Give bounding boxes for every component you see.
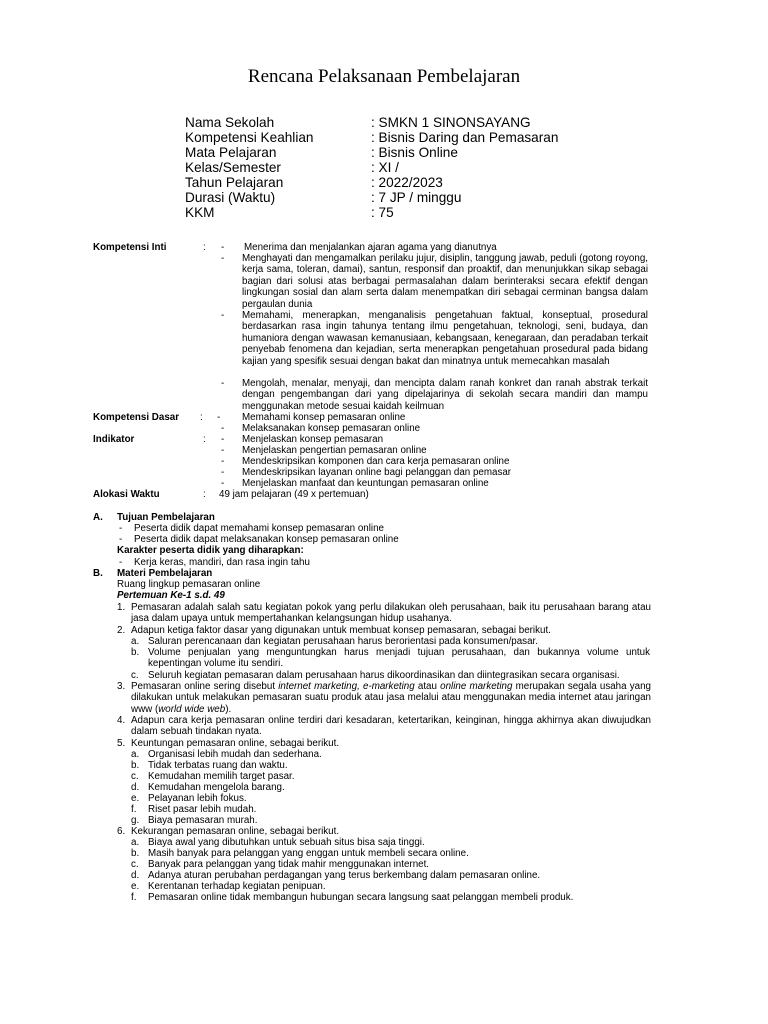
sub-item: Biaya pemasaran murah.: [148, 815, 258, 826]
indikator-item: Menjelaskan manfaat dan keuntungan pemasaran online: [242, 478, 489, 489]
sub-item: Adanya aturan perubahan perdagangan yang terus berkembang dalam pemasaran online.: [148, 870, 541, 881]
p3-italic: world wide web: [158, 703, 226, 715]
ki-item: Menerima dan menjalankan ajaran agama yang dianutnya: [244, 242, 497, 253]
item-letter: a.: [131, 749, 140, 760]
info-key: Mata Pelajaran: [185, 145, 277, 160]
ki-item: Memahami, menerapkan, menganalisis pengetahuan faktual, konseptual, prosedural berdasarkan rasa ingin tahunya tentang ilmu pengetahuan, teknologi, seni, budaya, dan humaniora dengan wawasan kemanusiaan, kebangsaan, kenegaraan, dan peradaban terkait penyebab fenomena dan kejadian, serta menerapkan pengetahuan prosedural pada bidang kajian yang spesifik sesuai dengan bakat dan minatnya untuk memecahkan masalah: [242, 310, 648, 367]
bullet-dash: -: [221, 242, 225, 253]
item-letter: c.: [131, 771, 139, 782]
school-info-table: [185, 115, 558, 220]
document-title: Rencana Pelaksanaan Pembelajaran: [247, 66, 521, 87]
sub-item: Biaya awal yang dibutuhkan untuk sebuah situs bisa saja tinggi.: [148, 837, 425, 848]
ki-item: Mengolah, menalar, menyaji, dan mencipta dalam ranah konkret dan ranah abstrak terkait dengan pengembangan dari yang dipelajarinya di sekolah secara mandiri dan mampu menggunakan metode sesuai kaidah keilmuan: [242, 378, 648, 412]
ki-item: Menghayati dan mengamalkan perilaku jujur, disiplin, tanggung jawab, peduli (gotong royong, kerja sama, toleran, damai), santun, responsif dan proaktif, dan menunjukkan sikap sebagai bagian dari solusi atas berbagai permasalahan dalam berinteraksi secara efektif dengan lingkungan sosial dan alam serta dalam menempatkan diri sebagai cerminan bangsa dalam pergaulan dunia: [242, 253, 648, 310]
p3-text: ).: [225, 703, 232, 715]
sub-item: Kemudahan mengelola barang.: [148, 782, 285, 793]
kompetensi-dasar-label: Kompetensi Dasar: [93, 412, 180, 423]
item-number: 1.: [117, 602, 126, 613]
indikator-item: Menjelaskan pengertian pemasaran online: [242, 445, 427, 456]
indikator-item: Mendeskripsikan komponen dan cara kerja pemasaran online: [242, 456, 510, 467]
item-letter: a.: [131, 837, 140, 848]
bullet-dash: -: [221, 423, 225, 434]
section-b-title: Materi Pembelajaran: [117, 568, 213, 579]
info-key: Tahun Pelajaran: [185, 175, 284, 190]
item-letter: g.: [131, 815, 140, 826]
info-row: [185, 130, 558, 145]
sub-item: Tidak terbatas ruang dan waktu.: [148, 760, 288, 771]
meeting-label: Pertemuan Ke-1 s.d. 49: [117, 590, 225, 601]
item-number: 2.: [117, 625, 126, 636]
info-key: Kompetensi Keahlian: [185, 130, 314, 145]
alokasi-waktu-label: Alokasi Waktu: [93, 489, 160, 500]
item-letter: c.: [131, 670, 139, 681]
p3-text: Pemasaran online sering disebut: [131, 681, 279, 692]
bullet-dash: -: [221, 253, 225, 264]
sub-item: Seluruh kegiatan pemasaran dalam perusahaan harus dikoordinasikan dan diintegrasikan secara organisasi.: [148, 670, 620, 681]
sub-item: Pelayanan lebih fokus.: [148, 793, 247, 804]
info-value: : 7 JP / minggu: [371, 190, 462, 205]
p3-italic: online marketing: [440, 681, 513, 692]
info-row: [185, 145, 558, 160]
item-letter: d.: [131, 870, 140, 881]
tujuan-item: Peserta didik dapat melaksanakan konsep pemasaran online: [134, 534, 399, 545]
p3-text: merupakan segala usaha yang dilakukan untuk melakukan pemasaran suatu produk atau jasa melalui atau menggunakan media internet atau jaringan www (: [131, 681, 651, 715]
info-value: : Bisnis Online: [371, 145, 458, 160]
indikator-label: Indikator: [93, 434, 135, 445]
tujuan-item: Peserta didik dapat memahami konsep pemasaran online: [134, 523, 384, 534]
item-number: 4.: [117, 715, 126, 726]
info-row: [185, 190, 558, 205]
kd-item: Memahami konsep pemasaran online: [242, 412, 406, 423]
sub-item: Kerentanan terhadap kegiatan penipuan.: [148, 881, 326, 892]
info-key: Durasi (Waktu): [185, 190, 276, 205]
section-a-letter: A.: [93, 512, 103, 523]
sub-item: Banyak para pelanggan yang tidak mahir menggunakan internet.: [148, 859, 430, 870]
item-letter: b.: [131, 848, 140, 859]
bullet-dash: -: [221, 456, 225, 467]
info-key: KKM: [185, 205, 215, 220]
section-a-title: Tujuan Pembelajaran: [117, 512, 215, 523]
karakter-item: Kerja keras, mandiri, dan rasa ingin tahu: [134, 557, 310, 568]
item-letter: f.: [131, 804, 137, 815]
karakter-title: Karakter peserta didik yang diharapkan:: [117, 545, 304, 556]
item-letter: b.: [131, 647, 140, 658]
info-row: [185, 175, 558, 190]
indikator-item: Menjelaskan konsep pemasaran: [242, 434, 384, 445]
kd-item: Melaksanakan konsep pemasaran online: [242, 423, 421, 434]
section-b-subtitle: Ruang lingkup pemasaran online: [117, 579, 261, 590]
info-value: : SMKN 1 SINONSAYANG: [371, 115, 531, 130]
sub-item: Pemasaran online tidak membangun hubungan secara langsung saat pelanggan membeli produk.: [148, 892, 574, 903]
info-value: : 2022/2023: [371, 175, 443, 190]
info-key: Nama Sekolah: [185, 115, 275, 130]
separator: :: [203, 242, 206, 253]
item-letter: e.: [131, 793, 140, 804]
materi-paragraph: Keuntungan pemasaran online, sebagai berikut.: [131, 738, 340, 749]
sub-item: Organisasi lebih mudah dan sederhana.: [148, 749, 322, 760]
separator: :: [200, 412, 203, 423]
item-number: 3.: [117, 681, 126, 692]
item-letter: d.: [131, 782, 140, 793]
separator: :: [203, 434, 206, 445]
p3-text: atau: [414, 681, 441, 692]
bullet-dash: -: [119, 557, 123, 568]
indikator-item: Mendeskripsikan layanan online bagi pelanggan dan pemasar: [242, 467, 512, 478]
info-row: [185, 115, 558, 130]
info-value: : 75: [371, 205, 394, 220]
bullet-dash: -: [221, 478, 225, 489]
bullet-dash: -: [221, 434, 225, 445]
item-letter: a.: [131, 636, 140, 647]
info-value: : Bisnis Daring dan Pemasaran: [371, 130, 559, 145]
item-letter: f.: [131, 892, 137, 903]
sub-item: Riset pasar lebih mudah.: [148, 804, 257, 815]
item-letter: c.: [131, 859, 139, 870]
materi-paragraph: [131, 681, 651, 715]
materi-paragraph: Kekurangan pemasaran online, sebagai berikut.: [131, 826, 340, 837]
sub-item: Masih banyak para pelanggan yang enggan untuk membeli secara online.: [148, 848, 469, 859]
materi-paragraph: Adapun cara kerja pemasaran online terdiri dari kesadaran, ketertarikan, keinginan, hingga akhirnya akan diwujudkan dalam sebuah tindakan nyata.: [131, 715, 651, 738]
item-number: 6.: [117, 826, 126, 837]
p3-italic: internet marketing, e-marketing: [278, 681, 415, 692]
info-key: Kelas/Semester: [185, 160, 281, 175]
info-row: [185, 205, 558, 220]
section-b-letter: B.: [93, 568, 103, 579]
alokasi-waktu-value: 49 jam pelajaran (49 x pertemuan): [219, 489, 369, 500]
bullet-dash: -: [119, 523, 123, 534]
bullet-dash: -: [217, 412, 221, 423]
bullet-dash: -: [221, 378, 225, 389]
item-number: 5.: [117, 738, 126, 749]
bullet-dash: -: [221, 445, 225, 456]
sub-item: Kemudahan memilih target pasar.: [148, 771, 295, 782]
kompetensi-inti-label: Kompetensi Inti: [93, 242, 167, 253]
sub-item: Saluran perencanaan dan kegiatan perusahaan harus berorientasi pada konsumen/pasar.: [148, 636, 538, 647]
bullet-dash: -: [221, 467, 225, 478]
sub-item: Volume penjualan yang menguntungkan harus menjadi tujuan perusahaan, dan bukannya volume untuk kepentingan volume itu sendiri.: [148, 647, 650, 670]
item-letter: e.: [131, 881, 140, 892]
materi-paragraph: Pemasaran adalah salah satu kegiatan pokok yang perlu dilakukan oleh perusahaan, baik itu perusahaan barang atau jasa dalam upaya untuk mempertahankan kelangsungan hidup usahanya.: [131, 602, 651, 625]
info-row: [185, 160, 558, 175]
materi-paragraph: Adapun ketiga faktor dasar yang digunakan untuk membuat konsep pemasaran, sebagai berikut.: [131, 625, 551, 636]
item-letter: b.: [131, 760, 140, 771]
info-value: : XI /: [371, 160, 399, 175]
separator: :: [203, 489, 206, 500]
bullet-dash: -: [221, 310, 225, 321]
bullet-dash: -: [119, 534, 123, 545]
